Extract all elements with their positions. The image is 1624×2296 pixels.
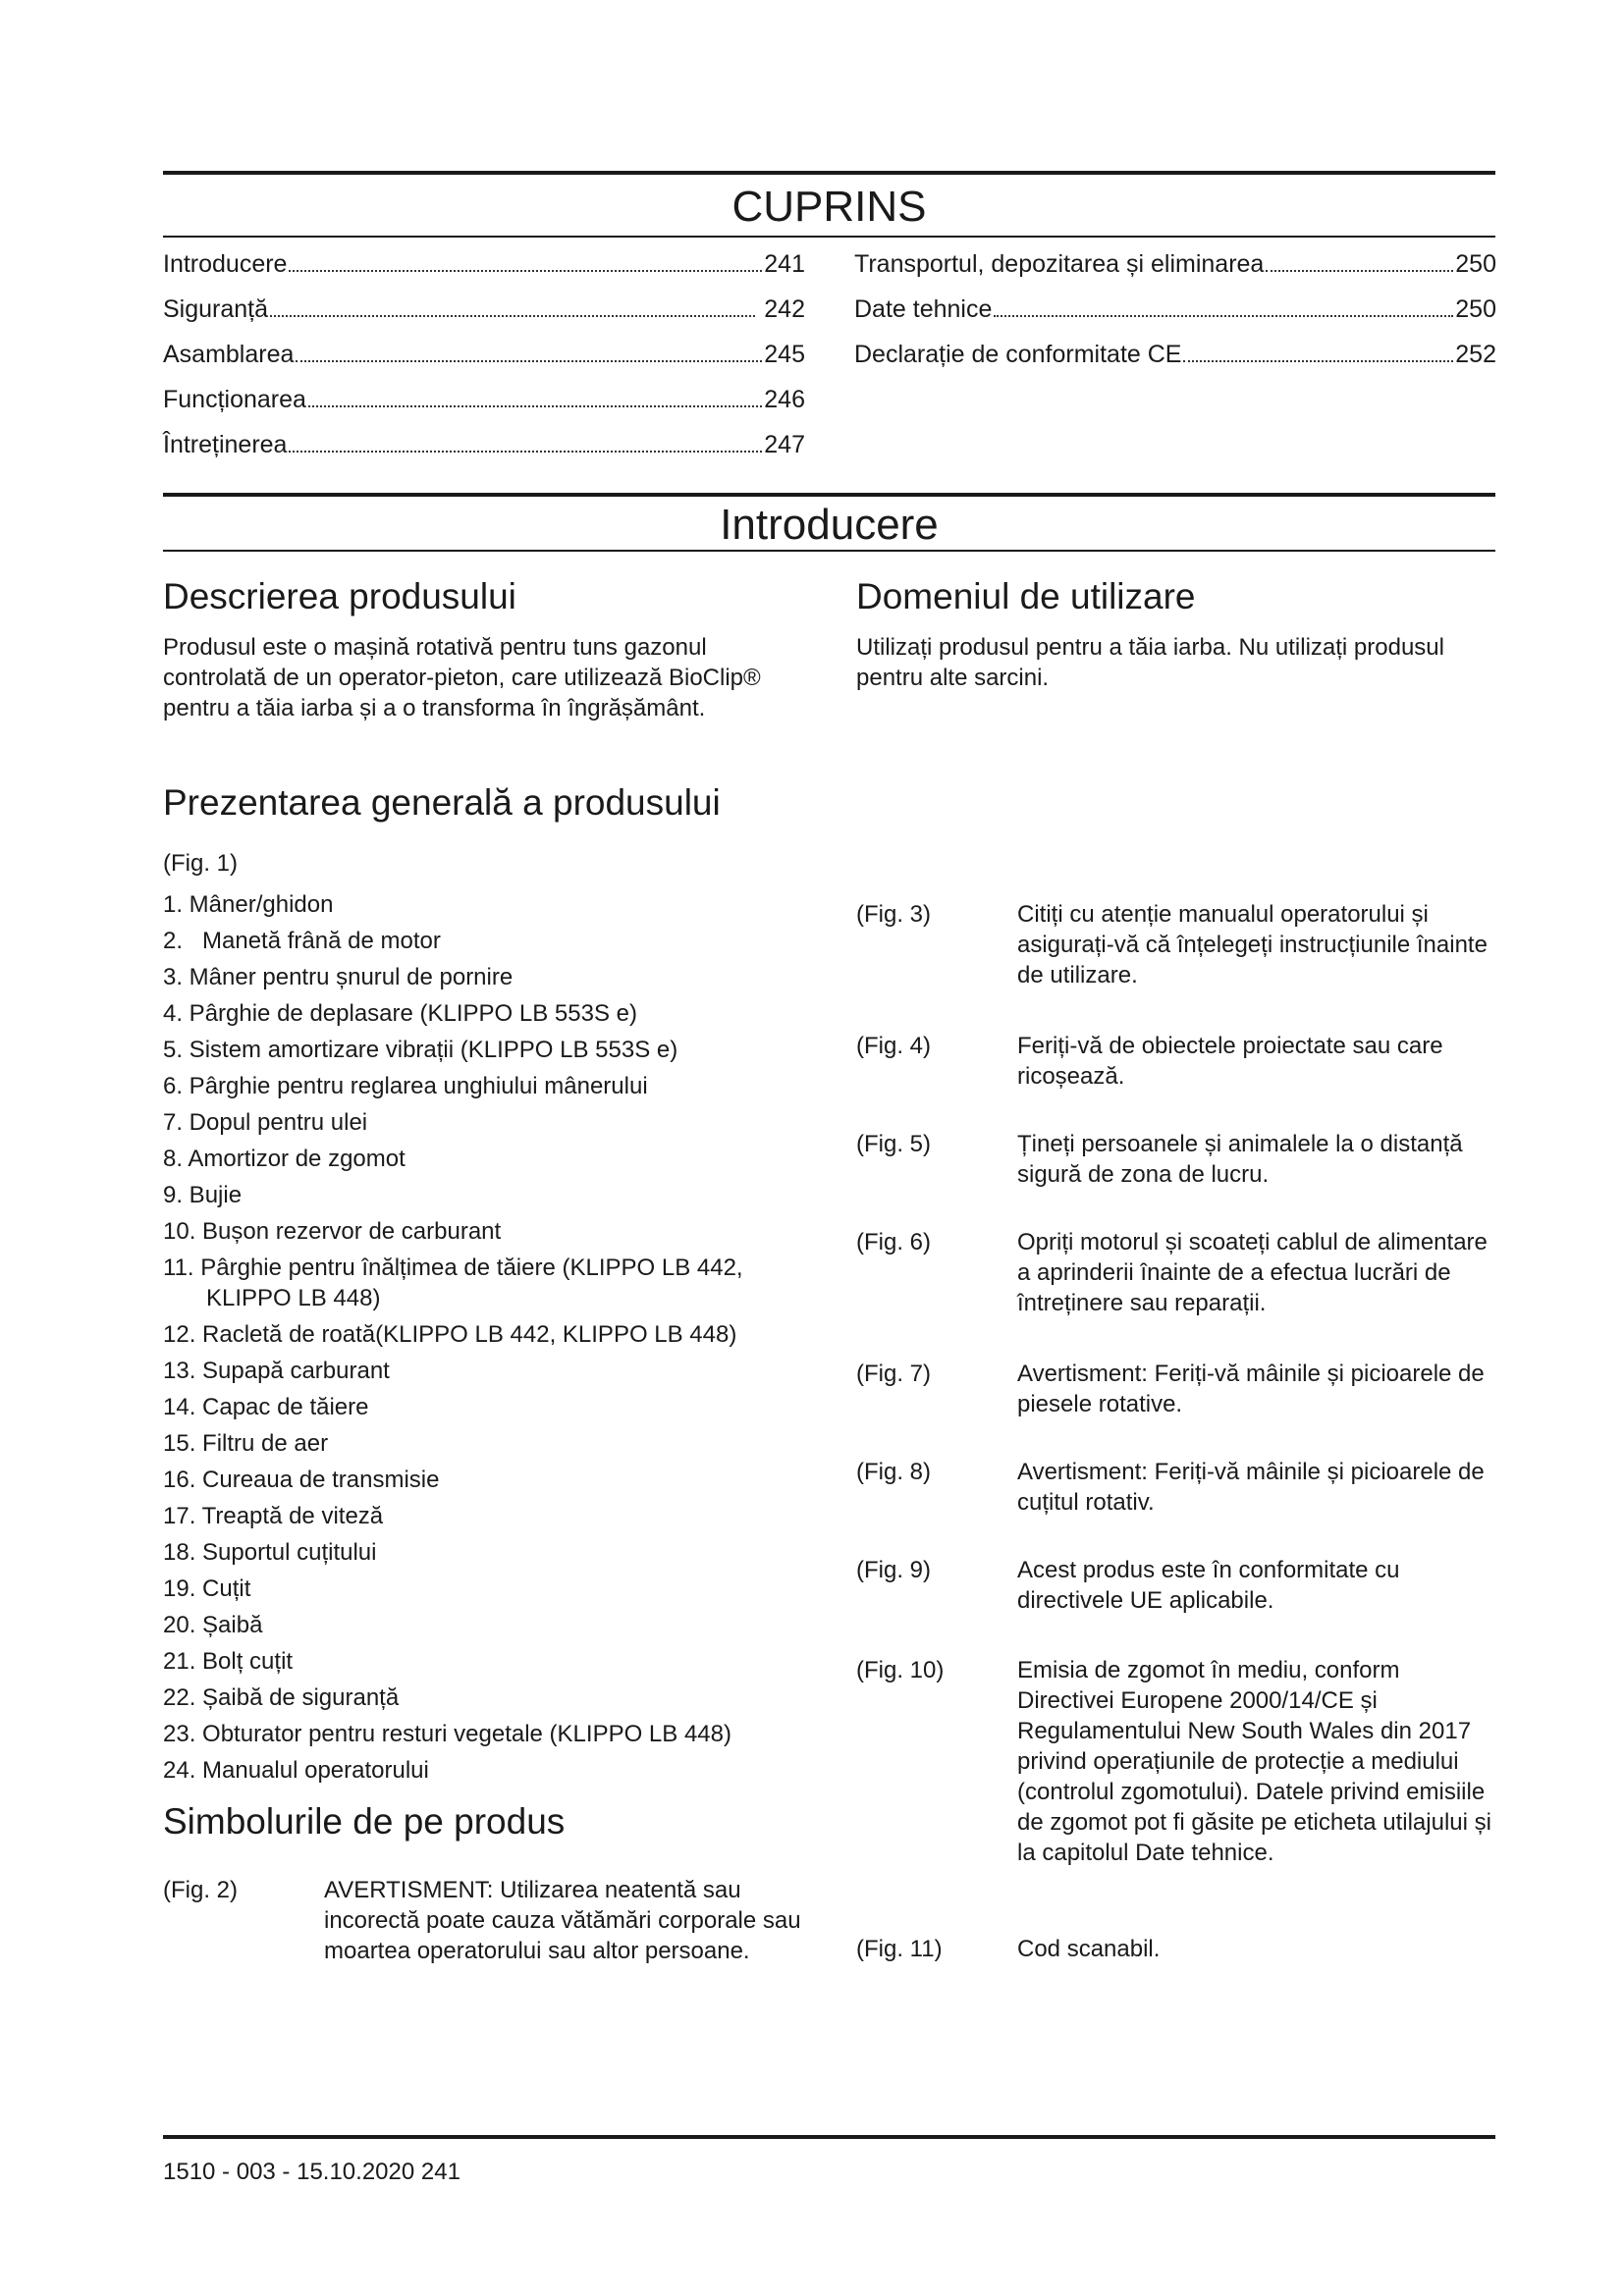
toc-entry-label: Date tehnice — [854, 295, 993, 323]
parts-list-item: 2. Manetă frână de motor — [163, 928, 441, 954]
symbol-fig-ref: (Fig. 7) — [856, 1361, 932, 1387]
toc-entry-page: 242 — [757, 295, 805, 323]
parts-list-item: 18. Suportul cuțitului — [163, 1539, 377, 1566]
usage-text: Utilizați produsul pentru a tăia iarba. Nu utilizați produsul pentru alte sarcini. — [856, 634, 1444, 691]
toc-entry-label: Asamblarea — [163, 341, 295, 368]
overview-fig-ref: (Fig. 1) — [163, 850, 239, 877]
toc-dot-leader — [1266, 270, 1453, 272]
toc-top-rule — [163, 171, 1495, 175]
toc-entry-asamblarea[interactable] — [163, 340, 805, 385]
symbol-description: AVERTISMENT: Utilizarea neatentă sau incorectă poate cauza vătămări corporale sau moartea operatorului sau altor persoane. — [324, 1877, 801, 1964]
parts-list-item: 10. Bușon rezervor de carburant — [163, 1218, 502, 1245]
intro-top-rule — [163, 493, 1495, 497]
parts-list-item: 11. Pârghie pentru înălțimea de tăiere (KLIPPO LB 442, KLIPPO LB 448) — [163, 1255, 743, 1311]
toc-entry-introducere[interactable] — [163, 249, 805, 294]
symbol-description: Acest produs este în conformitate cu directivele UE aplicabile. — [1017, 1557, 1400, 1614]
parts-list-item: 22. Șaibă de siguranță — [163, 1684, 400, 1711]
parts-list-item: 9. Bujie — [163, 1182, 243, 1208]
symbol-fig-ref: (Fig. 9) — [856, 1557, 932, 1583]
toc-dot-leader — [270, 315, 755, 317]
intro-title-rule — [163, 550, 1495, 552]
description-heading: Descrierea produsului — [163, 576, 516, 616]
symbol-fig-ref: (Fig. 5) — [856, 1131, 932, 1157]
toc-entry-page: 250 — [1455, 250, 1496, 278]
description-text: Produsul este o mașină rotativă pentru tuns gazonul controlată de un operator-pieton, care utilizează BioClip® pentru a tăia iarba și a o transforma în îngrășământ. — [163, 634, 761, 721]
toc-dot-leader — [296, 360, 762, 362]
toc-dot-leader — [1183, 360, 1453, 362]
toc-entry-page: 247 — [764, 431, 805, 458]
symbol-fig-ref: (Fig. 11) — [856, 1936, 943, 1962]
toc-entry-transportul[interactable] — [854, 249, 1496, 294]
overview-heading: Prezentarea generală a produsului — [163, 782, 721, 823]
parts-list-item: 23. Obturator pentru resturi vegetale (KLIPPO LB 448) — [163, 1721, 731, 1747]
parts-list-item: 8. Amortizor de zgomot — [163, 1146, 406, 1172]
symbol-description: Cod scanabil. — [1017, 1936, 1161, 1962]
toc-dot-leader — [994, 315, 1453, 317]
toc-entry-declaratie[interactable] — [854, 340, 1496, 385]
parts-list-item: 3. Mâner pentru șnurul de pornire — [163, 964, 514, 990]
symbol-fig-ref: (Fig. 4) — [856, 1033, 932, 1059]
toc-entry-label: Declarație de conformitate CE — [854, 341, 1182, 368]
toc-dot-leader — [289, 270, 762, 272]
toc-entry-intretinerea[interactable] — [163, 430, 805, 475]
symbol-fig-ref: (Fig. 10) — [856, 1657, 945, 1683]
parts-list-item: 21. Bolț cuțit — [163, 1648, 294, 1675]
symbol-fig-ref: (Fig. 3) — [856, 901, 932, 928]
toc-dot-leader — [289, 451, 762, 453]
symbol-description: Țineți persoanele și animalele la o distanță sigură de zona de lucru. — [1017, 1131, 1463, 1188]
parts-list-item: 14. Capac de tăiere — [163, 1394, 369, 1420]
usage-heading: Domeniul de utilizare — [856, 576, 1196, 616]
parts-list-item: 15. Filtru de aer — [163, 1430, 329, 1457]
toc-entry-siguranta[interactable] — [163, 294, 805, 340]
toc-right-column — [854, 249, 1496, 385]
parts-list-item: 19. Cuțit — [163, 1575, 251, 1602]
intro-title: Introducere — [720, 501, 939, 549]
parts-list-item: 16. Cureaua de transmisie — [163, 1467, 440, 1493]
symbols-heading: Simbolurile de pe produs — [163, 1801, 566, 1842]
toc-entry-page: 250 — [1455, 295, 1496, 323]
symbol-description: Avertisment: Feriți-vă mâinile și picioarele de cuțitul rotativ. — [1017, 1459, 1485, 1516]
toc-entry-label: Transportul, depozitarea și eliminarea — [854, 250, 1265, 278]
toc-entry-label: Siguranță — [163, 295, 269, 323]
toc-entry-label: Întreținerea — [163, 431, 288, 458]
toc-entry-page: 252 — [1455, 341, 1496, 368]
parts-list — [163, 889, 821, 1791]
toc-entry-page: 245 — [764, 341, 805, 368]
symbol-description: Emisia de zgomot în mediu, conform Directivei Europene 2000/14/CE și Regulamentului New South Wales din 2017 privind operațiunile de protecție a mediului (controlul zgomotului). Datele privind emisiile de zgomot pot fi găsite pe eticheta utilajului și la capitolul Date tehnice. — [1017, 1657, 1491, 1866]
toc-entry-page: 246 — [764, 386, 805, 413]
toc-entry-functionarea[interactable] — [163, 385, 805, 430]
symbol-description: Avertisment: Feriți-vă mâinile și picioarele de piesele rotative. — [1017, 1361, 1485, 1417]
toc-title: CUPRINS — [731, 183, 927, 231]
toc-dot-leader — [308, 405, 762, 407]
symbol-description: Opriți motorul și scoateți cablul de alimentare a aprinderii înainte de a efectua lucrări de întreținere sau reparații. — [1017, 1229, 1488, 1316]
toc-entry-label: Introducere — [163, 250, 288, 278]
toc-entry-date-tehnice[interactable] — [854, 294, 1496, 340]
parts-list-item: 6. Pârghie pentru reglarea unghiului mânerului — [163, 1073, 648, 1099]
parts-list-item: 17. Treaptă de viteză — [163, 1503, 384, 1529]
toc-entry-page: 241 — [764, 250, 805, 278]
symbol-fig-ref: (Fig. 6) — [856, 1229, 932, 1255]
page-footer: 1510 - 003 - 15.10.2020 241 — [163, 2159, 460, 2185]
parts-list-item: 13. Supapă carburant — [163, 1358, 390, 1384]
parts-list-item: 5. Sistem amortizare vibrații (KLIPPO LB 553S e) — [163, 1037, 678, 1063]
toc-title-rule — [163, 236, 1495, 238]
symbol-fig-ref: (Fig. 8) — [856, 1459, 932, 1485]
parts-list-item: 1. Mâner/ghidon — [163, 891, 334, 918]
parts-list-item: 12. Racletă de roată(KLIPPO LB 442, KLIPPO LB 448) — [163, 1321, 737, 1348]
toc-left-column — [163, 249, 805, 475]
symbol-description: Citiți cu atenție manualul operatorului și asigurați-vă că înțelegeți instrucțiunile înainte de utilizare. — [1017, 901, 1488, 988]
parts-list-item: 24. Manualul operatorului — [163, 1757, 429, 1784]
symbol-fig-ref: (Fig. 2) — [163, 1877, 239, 1903]
toc-entry-label: Funcționarea — [163, 386, 306, 413]
parts-list-item: 4. Pârghie de deplasare (KLIPPO LB 553S e) — [163, 1000, 637, 1027]
footer-rule — [163, 2135, 1495, 2139]
parts-list-item: 7. Dopul pentru ulei — [163, 1109, 368, 1136]
symbol-description: Feriți-vă de obiectele proiectate sau care ricoșează. — [1017, 1033, 1443, 1090]
parts-list-item: 20. Șaibă — [163, 1612, 263, 1638]
